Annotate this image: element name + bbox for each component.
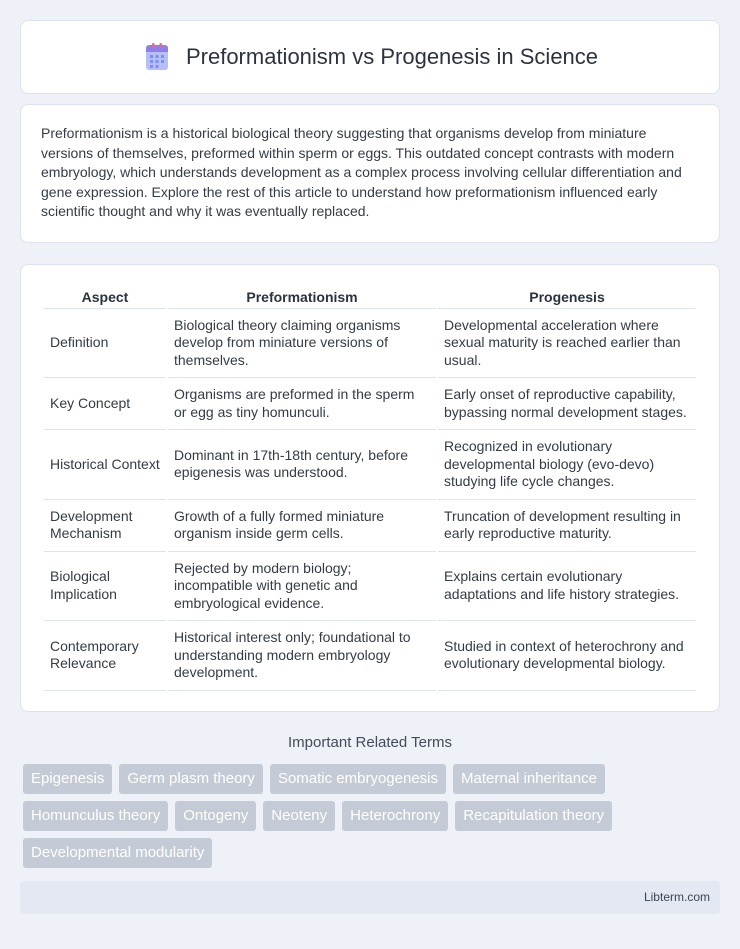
page-title: Preformationism vs Progenesis in Science <box>185 44 599 69</box>
footer <box>20 881 720 914</box>
comparison-card <box>20 264 720 712</box>
table-row <box>44 430 696 500</box>
table-header-row <box>44 285 696 309</box>
header-progenesis: Progenesis <box>438 285 696 309</box>
comparison-table <box>42 285 698 691</box>
preformationism-cell: Biological theory claiming organisms develop from miniature versions of themselves. <box>168 309 436 379</box>
aspect-cell: Historical Context <box>44 430 166 500</box>
aspect-cell: Contemporary Relevance <box>44 621 166 691</box>
related-term-tag[interactable]: Heterochrony <box>342 801 448 831</box>
aspect-cell: Biological Implication <box>44 552 166 622</box>
preformationism-cell: Growth of a fully formed miniature organism inside germ cells. <box>168 500 436 552</box>
title-card <box>20 20 720 94</box>
header-preformationism: Preformationism <box>168 285 436 309</box>
document-icon <box>142 42 172 72</box>
preformationism-cell: Dominant in 17th-18th century, before epigenesis was understood. <box>168 430 436 500</box>
related-terms-title: Important Related Terms <box>288 733 452 751</box>
related-term-tag[interactable]: Somatic embryogenesis <box>270 764 446 794</box>
preformationism-cell: Historical interest only; foundational to understanding modern embryology development. <box>168 621 436 691</box>
related-term-tag[interactable]: Epigenesis <box>23 764 112 794</box>
progenesis-cell: Truncation of development resulting in early reproductive maturity. <box>438 500 696 552</box>
footer-site-link[interactable]: Libterm.com <box>643 890 710 904</box>
table-row <box>44 500 696 552</box>
related-terms-list <box>20 764 720 868</box>
aspect-cell: Key Concept <box>44 378 166 430</box>
aspect-cell: Development Mechanism <box>44 500 166 552</box>
preformationism-cell: Rejected by modern biology; incompatible with genetic and embryological evidence. <box>168 552 436 622</box>
aspect-cell: Definition <box>44 309 166 379</box>
progenesis-cell: Early onset of reproductive capability, bypassing normal development stages. <box>438 378 696 430</box>
related-term-tag[interactable]: Germ plasm theory <box>119 764 263 794</box>
table-row <box>44 621 696 691</box>
related-term-tag[interactable]: Developmental modularity <box>23 838 212 868</box>
progenesis-cell: Explains certain evolutionary adaptations and life history strategies. <box>438 552 696 622</box>
table-row <box>44 309 696 379</box>
table-row <box>44 378 696 430</box>
progenesis-cell: Developmental acceleration where sexual maturity is reached earlier than usual. <box>438 309 696 379</box>
related-term-tag[interactable]: Maternal inheritance <box>453 764 605 794</box>
related-term-tag[interactable]: Recapitulation theory <box>455 801 612 831</box>
related-term-tag[interactable]: Ontogeny <box>175 801 256 831</box>
progenesis-cell: Studied in context of heterochrony and evolutionary developmental biology. <box>438 621 696 691</box>
table-row <box>44 552 696 622</box>
preformationism-cell: Organisms are preformed in the sperm or egg as tiny homunculi. <box>168 378 436 430</box>
intro-card <box>20 104 720 243</box>
progenesis-cell: Recognized in evolutionary developmental biology (evo-devo) studying life cycle changes. <box>438 430 696 500</box>
related-term-tag[interactable]: Homunculus theory <box>23 801 168 831</box>
related-term-tag[interactable]: Neoteny <box>263 801 335 831</box>
intro-text: Preformationism is a historical biological theory suggesting that organisms develop from miniature versions of themselves, preformed within sperm or eggs. This outdated concept contrasts with modern embryology, which understands development as a complex process involving cellular differentiation and gene expression. Explore the rest of this article to understand how preformationism influenced early scientific thought and why it was eventually replaced. <box>41 125 682 219</box>
header-aspect: Aspect <box>44 285 166 309</box>
